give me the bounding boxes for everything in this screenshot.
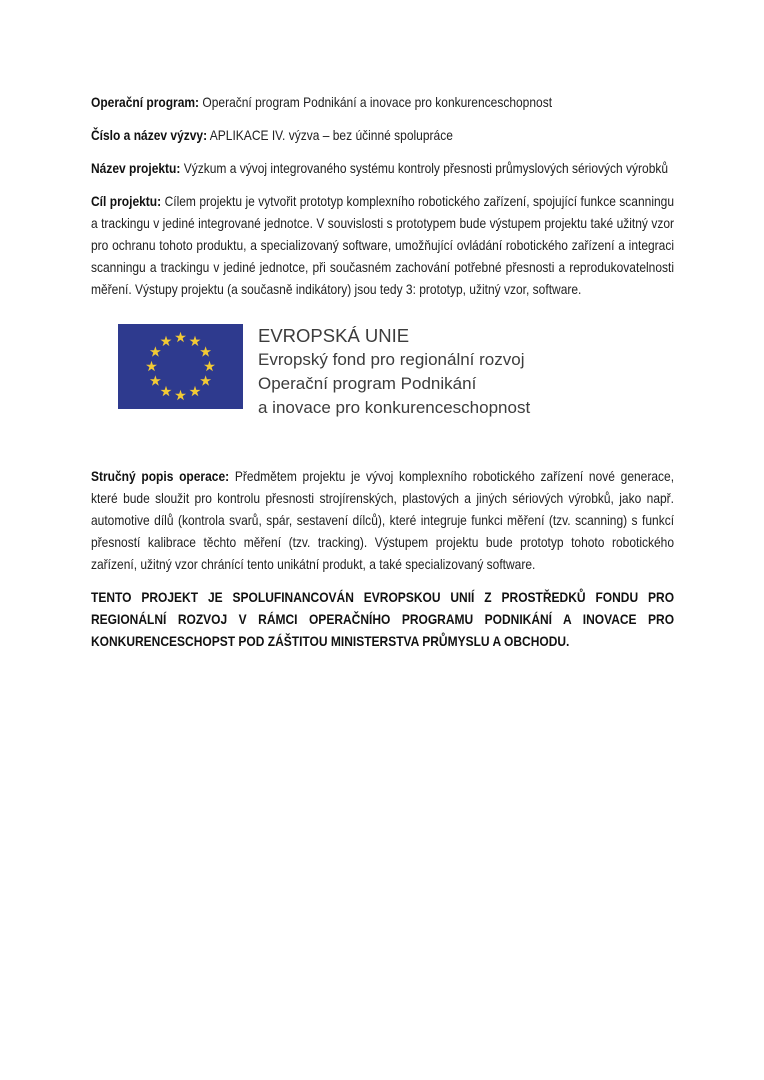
- field-call-number-value: APLIKACE IV. výzva – bez účinné spolupráce: [209, 127, 453, 143]
- eu-logo-line-3: Operační program Podnikání: [258, 374, 477, 393]
- eu-logo-text: [258, 324, 530, 420]
- eu-logo-line-1: EVROPSKÁ UNIE: [258, 325, 410, 346]
- field-operation-description-label: Stručný popis operace:: [91, 468, 230, 484]
- field-project-name: [91, 157, 674, 179]
- field-operational-program-value: Operační program Podnikání a inovace pro konkurenceschopnost: [202, 94, 553, 110]
- field-operational-program: [91, 91, 674, 113]
- funding-statement: TENTO PROJEKT JE SPOLUFINANCOVÁN EVROPSKOU UNIÍ Z PROSTŘEDKŮ FONDU PRO REGIONÁLNÍ ROZVOJ V RÁMCI OPERAČNÍHO PROGRAMU PODNIKÁNÍ A INOVACE PRO KONKURENCESCHOPST POD ZÁŠTITOU MINISTERSTVA PRŮMYSLU A OBCHODU.: [91, 589, 675, 649]
- eu-logo-line-2: Evropský fond pro regionální rozvoj: [258, 350, 525, 369]
- field-call-number-label: Číslo a název výzvy:: [91, 127, 208, 143]
- eu-logo-block: [91, 324, 674, 420]
- field-operation-description-value: Předmětem projektu je vývoj komplexního robotického zařízení nové generace, které bude sloužit pro kontrolu přesnosti strojírenských, plastových a jiných sériových výrobků, jako např. automotive dílů (kontrola svarů, spár, sestavení dílců), které integruje funkci měření (tzv. scanning) s funkcí přesností kalibrace těchto měření (tzv. tracking). Výstupem projektu bude prototyp tohoto robotického zařízení, užitný vzor chránící tento unikátní produkt, a také specializovaný software.: [91, 468, 675, 572]
- field-project-name-label: Název projektu:: [91, 160, 181, 176]
- field-project-goal-value: Cílem projektu je vytvořit prototyp komplexního robotického zařízení, spojující funkce scanningu a trackingu v jediné integrované jednotce. V souvislosti s prototypem bude výstupem projektu také užitný vzor pro ochranu tohoto produktu, a specializovaný software, umožňující ovládání robotického zařízení a integraci scanningu a trackingu v jediné jednotce, při současném zachování potřebné přesnosti a reprodukovatelnosti měření. Výstupy projektu (a současně indikátory) jsou tedy 3: prototyp, užitný vzor, software.: [91, 193, 675, 297]
- field-project-goal-label: Cíl projektu:: [91, 193, 162, 209]
- document-content: [91, 0, 674, 663]
- eu-flag-icon: [118, 324, 243, 409]
- field-operation-description: [91, 465, 674, 575]
- field-project-goal: [91, 190, 674, 300]
- eu-logo-line-4: a inovace pro konkurenceschopnost: [258, 398, 531, 417]
- field-project-name-value: Výzkum a vývoj integrovaného systému kontroly přesnosti průmyslových sériových výrobků: [183, 160, 669, 176]
- field-operational-program-label: Operační program:: [91, 94, 200, 110]
- field-call-number: [91, 124, 674, 146]
